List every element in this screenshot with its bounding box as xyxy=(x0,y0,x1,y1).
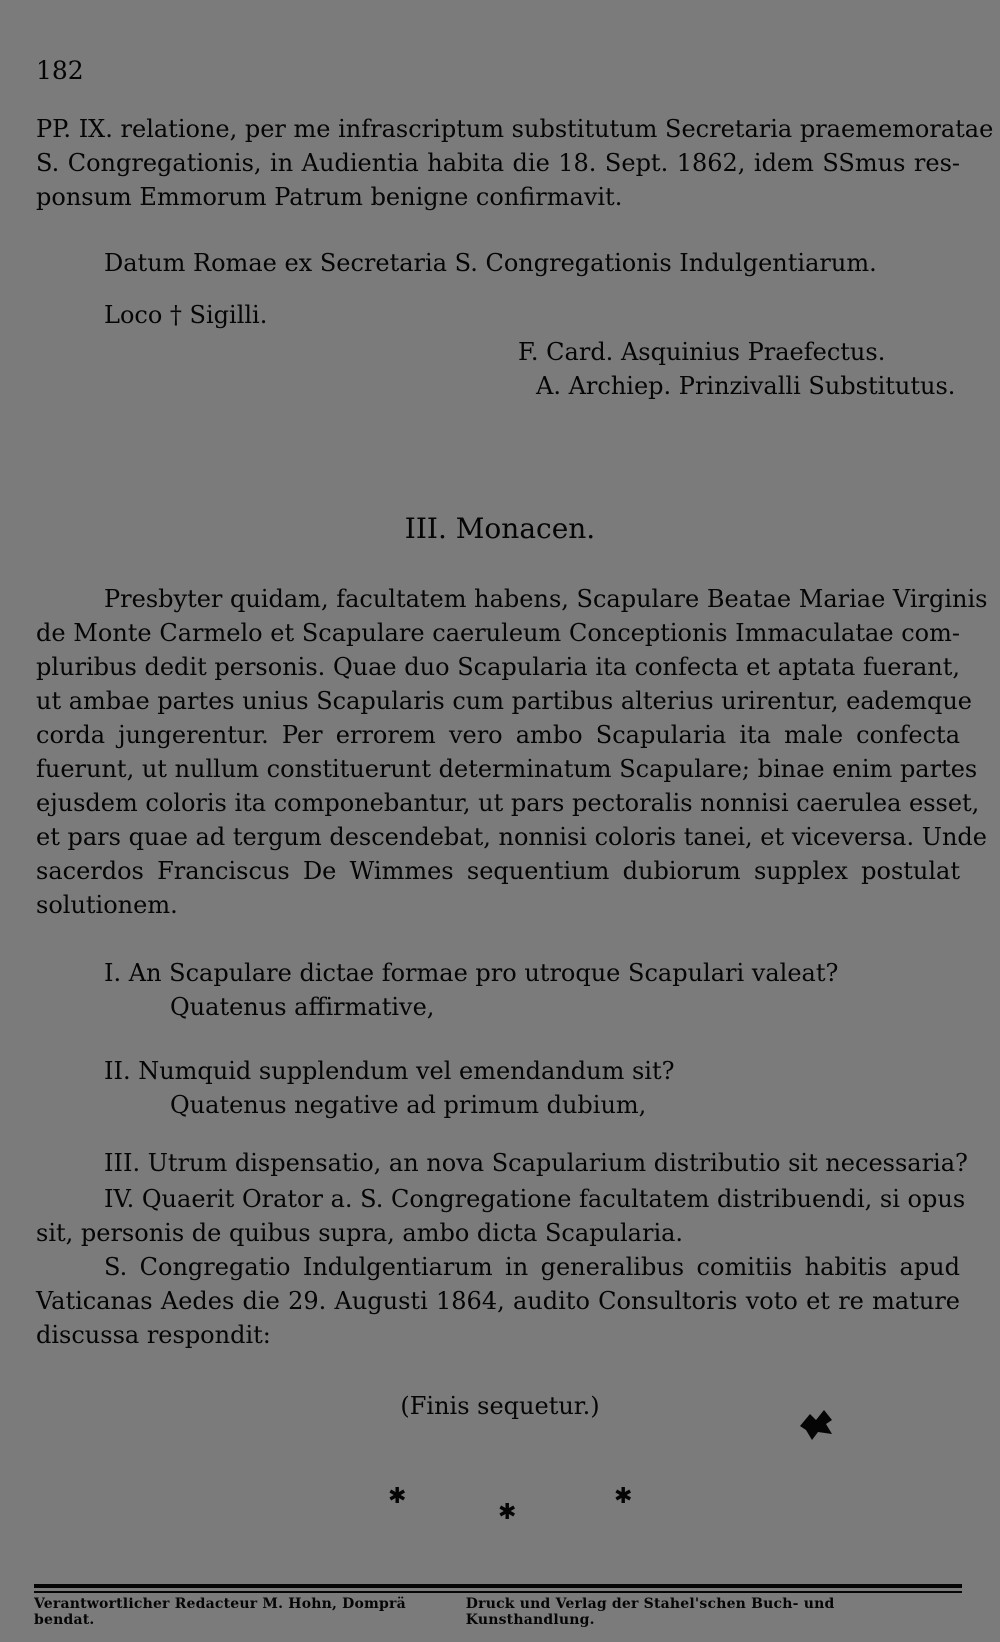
signature-substitute: A. Archiep. Prinzivalli Substitutus. xyxy=(536,372,956,400)
question-3: III. Utrum dispensatio, an nova Scapularium distributio sit necessaria? xyxy=(104,1149,968,1177)
closing-line-3: discussa respondit: xyxy=(36,1321,271,1349)
footer-rule-thick xyxy=(34,1584,962,1588)
seal-line: Loco † Sigilli. xyxy=(104,301,268,329)
main-line-7: ejusdem coloris ita componebantur, ut pars pectoralis nonnisi caerulea esset, xyxy=(36,789,980,817)
question-1-sub: Quatenus affirmative, xyxy=(170,993,435,1021)
opening-line-3: ponsum Emmorum Patrum benigne confirmavit. xyxy=(36,183,623,211)
question-1: I. An Scapulare dictae formae pro utroque Scapulari valeat? xyxy=(104,959,839,987)
star-icon: ✱ xyxy=(388,1484,407,1509)
imprint-editor: Verantwortlicher Redacteur M. Hohn, Domprä bendat. xyxy=(34,1596,406,1628)
printer-ornament-icon xyxy=(796,1406,836,1442)
main-line-2: de Monte Carmelo et Scapulare caeruleum Conceptionis Immaculatae com- xyxy=(36,619,960,647)
main-line-10: solutionem. xyxy=(36,891,178,919)
opening-line-2: S. Congregationis, in Audientia habita die 18. Sept. 1862, idem SSmus res- xyxy=(36,149,960,177)
closing-line-1: S. Congregatio Indulgentiarum in generalibus comitiis habitis apud xyxy=(104,1253,960,1281)
star-icon: ✱ xyxy=(498,1500,517,1525)
main-line-8: et pars quae ad tergum descendebat, nonnisi coloris tanei, et viceversa. Unde xyxy=(36,823,987,851)
datum-line: Datum Romae ex Secretaria S. Congregationis Indulgentiarum. xyxy=(104,249,877,277)
imprint-footer xyxy=(34,1596,962,1628)
finis-sequetur: (Finis sequetur.) xyxy=(400,1392,600,1420)
section-heading: III. Monacen. xyxy=(404,512,596,545)
footer-rule-thin xyxy=(34,1591,962,1593)
closing-line-2: Vaticanas Aedes die 29. Augusti 1864, audito Consultoris voto et re mature xyxy=(36,1287,960,1315)
question-4-line-1: IV. Quaerit Orator a. S. Congregatione facultatem distribuendi, si opus xyxy=(104,1185,966,1213)
question-4-line-2: sit, personis de quibus supra, ambo dicta Scapularia. xyxy=(36,1219,684,1247)
main-line-5: corda jungerentur. Per errorem vero ambo Scapularia ita male confecta xyxy=(36,721,960,749)
question-2-sub: Quatenus negative ad primum dubium, xyxy=(170,1091,647,1119)
decorative-stars xyxy=(0,1484,1000,1524)
main-line-3: pluribus dedit personis. Quae duo Scapularia ita confecta et aptata fuerant, xyxy=(36,653,960,681)
main-line-1: Presbyter quidam, facultatem habens, Scapulare Beatae Mariae Virginis xyxy=(104,585,988,613)
main-line-9: sacerdos Franciscus De Wimmes sequentium dubiorum supplex postulat xyxy=(36,857,960,885)
opening-line-1: PP. IX. relatione, per me infrascriptum substitutum Secretaria praememoratae xyxy=(36,115,994,143)
imprint-publisher: Druck und Verlag der Stahel'schen Buch- und Kunsthandlung. xyxy=(465,1596,835,1628)
signature-prefect: F. Card. Asquinius Praefectus. xyxy=(518,338,886,366)
question-2: II. Numquid supplendum vel emendandum sit? xyxy=(104,1057,675,1085)
star-icon: ✱ xyxy=(614,1484,633,1509)
page-number: 182 xyxy=(36,56,84,85)
main-line-4: ut ambae partes unius Scapularis cum partibus alterius urirentur, eademque xyxy=(36,687,973,715)
main-line-6: fuerunt, ut nullum constituerunt determinatum Scapulare; binae enim partes xyxy=(36,755,978,783)
